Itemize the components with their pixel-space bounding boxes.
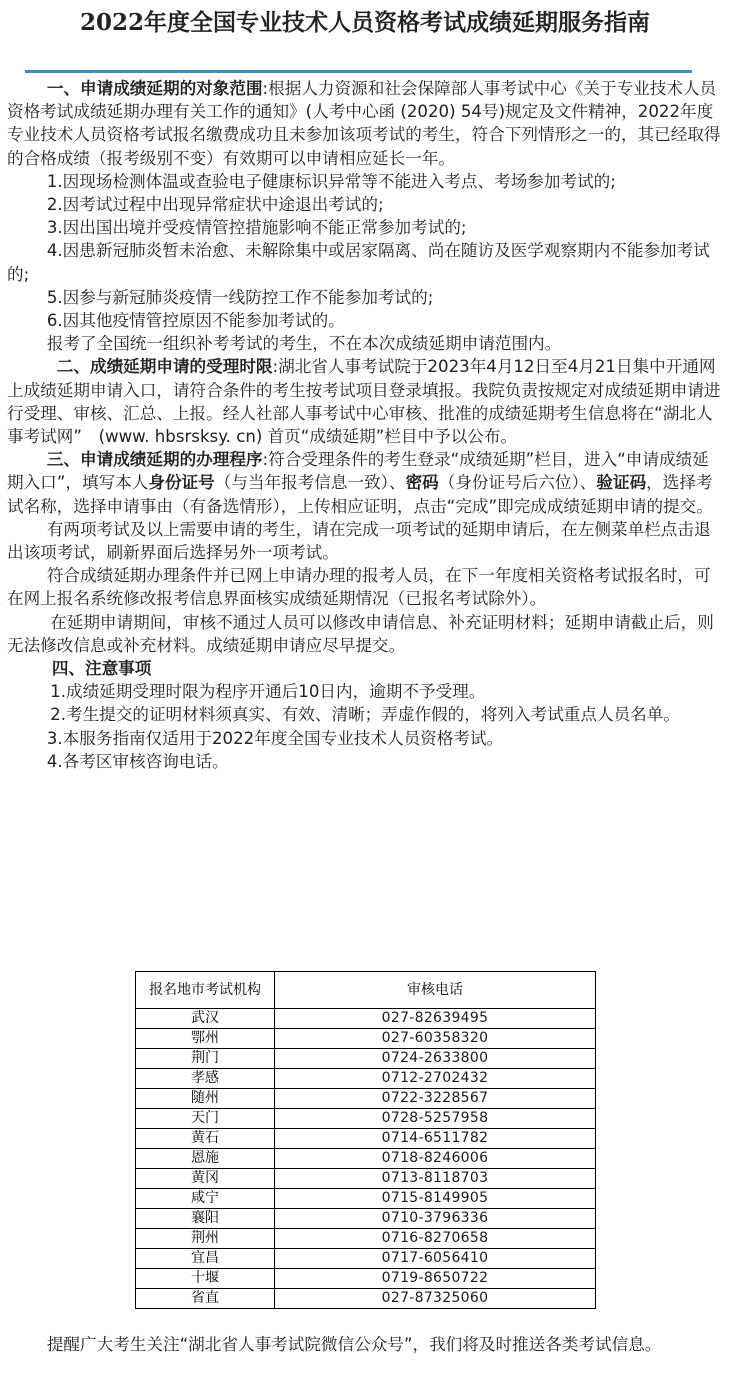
section1-paragraph xyxy=(7,77,725,170)
city-cell: 襄阳 xyxy=(136,1209,275,1229)
phone-cell: 0712-2702432 xyxy=(275,1069,596,1089)
section4-heading: 四、注意事项 xyxy=(51,659,152,679)
phone-cell: 0717-6056410 xyxy=(275,1249,596,1269)
table-row xyxy=(136,1129,596,1149)
phone-cell: 0710-3796336 xyxy=(275,1209,596,1229)
section3-paragraph xyxy=(7,448,725,518)
phone-cell: 0714-6511782 xyxy=(275,1129,596,1149)
city-cell: 省直 xyxy=(136,1289,275,1309)
phone-cell: 0715-8149905 xyxy=(275,1189,596,1209)
section3-body-2: （与当年报考信息一致）、 xyxy=(214,473,406,493)
section4-item: 1.成绩延期受理时限为程序开通后10日内，逾期不予受理。 xyxy=(50,682,486,702)
table-row xyxy=(136,1049,596,1069)
bold-password: 密码 xyxy=(405,473,439,493)
table-row xyxy=(136,1289,596,1309)
city-cell: 黄石 xyxy=(136,1129,275,1149)
city-cell: 鄂州 xyxy=(136,1029,275,1049)
city-cell: 恩施 xyxy=(136,1149,275,1169)
section3-body-4: ，选择考试名称，选择申请事由（有备选情形），上传相应证明，点击“完成”即完成成绩延期申请的提交。 xyxy=(7,473,713,516)
table-row xyxy=(136,1109,596,1129)
section1-heading: 一、申请成绩延期的对象范围 xyxy=(46,79,263,98)
table-row xyxy=(136,1149,596,1169)
phone-cell: 0713-8118703 xyxy=(275,1169,596,1189)
city-cell: 荆州 xyxy=(136,1229,275,1249)
section3-body-1: :符合受理条件的考生登录“成绩延期”栏目，进入“申请成绩延期入口”，填写本人 xyxy=(7,450,709,493)
city-cell: 天门 xyxy=(136,1109,275,1129)
table-row xyxy=(136,1089,596,1109)
table-row xyxy=(136,1029,596,1049)
section3-paragraph-3: 符合成绩延期办理条件并已网上申请办理的报考人员，在下一年度相关资格考试报名时，可在网上报名系统修改报考信息界面核实成绩延期情况（已报名考试除外）。 xyxy=(7,566,711,609)
phone-cell: 0722-3228567 xyxy=(275,1089,596,1109)
section1-item: 2.因考试过程中出现异常症状中途退出考试的; xyxy=(46,195,384,215)
city-cell: 黄冈 xyxy=(136,1169,275,1189)
bold-captcha: 验证码 xyxy=(596,473,647,493)
city-cell: 随州 xyxy=(136,1089,275,1109)
section1-body: :根据人力资源和社会保障部人事考试中心《关于专业技术人员资格考试成绩延期办理有关工作的通知》(人考中心函 (2020) 54号)规定及文件精神，2022年度专业技术人员资格考试报名缴费成功且未参加该项考试的考生，符合下列情形之一的，其已经取得的合格成绩（报考级别不变）有效期可以申请相应延长一年。 xyxy=(7,79,721,168)
section2-body: :湖北省人事考试院于2023年4月12日至4月21日集中开通网上成绩延期申请入口，请符合条件的考生按考试项目登录填报。我院负责按规定对成绩延期申请进行受理、审核、汇总、上报。经人社部人事考试中心审核、批准的成绩延期考生信息将在“湖北人事考试网” (www. hbsrsksy. cn) 首页“成绩延期”栏目中予以公布。 xyxy=(7,357,721,447)
section2-paragraph xyxy=(7,355,725,448)
bold-id-number: 身份证号 xyxy=(148,473,215,493)
section4-item: 3.本服务指南仅适用于2022年度全国专业技术人员资格考试。 xyxy=(46,728,504,748)
table-row xyxy=(136,1009,596,1029)
page-title: 2022年度全国专业技术人员资格考试成绩延期服务指南 xyxy=(79,9,650,36)
table-row xyxy=(136,1189,596,1209)
article-body xyxy=(7,77,725,773)
phone-cell: 027-60358320 xyxy=(275,1029,596,1049)
section2-heading: 二、成绩延期申请的受理时限 xyxy=(56,357,273,377)
column-header-phone: 审核电话 xyxy=(275,972,596,1009)
section4-item: 2.考生提交的证明材料须真实、有效、清晰；弄虚作假的，将列入考试重点人员名单。 xyxy=(50,705,680,725)
city-cell: 咸宁 xyxy=(136,1189,275,1209)
footer-reminder: 提醒广大考生关注“湖北省人事考试院微信公众号”，我们将及时推送各类考试信息。 xyxy=(46,1335,662,1354)
phone-table xyxy=(135,971,596,1309)
table-row xyxy=(136,1209,596,1229)
section1-note: 报考了全国统一组织补考考试的考生，不在本次成绩延期申请范围内。 xyxy=(46,334,562,354)
section4-item: 4.各考区审核咨询电话。 xyxy=(46,751,229,771)
city-cell: 宜昌 xyxy=(136,1249,275,1269)
section1-item: 4.因患新冠肺炎暂未治愈、未解除集中或居家隔离、尚在随访及医学观察期内不能参加考试的; xyxy=(7,241,710,284)
section1-item: 5.因参与新冠肺炎疫情一线防控工作不能参加考试的; xyxy=(46,287,434,307)
section3-body-3: （身份证号后六位）、 xyxy=(438,473,597,493)
phone-cell: 0728-5257958 xyxy=(275,1109,596,1129)
phone-cell: 0716-8270658 xyxy=(275,1229,596,1249)
title-divider xyxy=(25,70,692,73)
section3-paragraph-2: 有两项考试及以上需要申请的考生，请在完成一项考试的延期申请后，在左侧菜单栏点击退出该项考试，刷新界面后选择另外一项考试。 xyxy=(7,519,711,563)
phone-cell: 027-87325060 xyxy=(275,1289,596,1309)
table-row xyxy=(136,1169,596,1189)
section1-item: 3.因出国出境并受疫情管控措施影响不能正常参加考试的; xyxy=(46,218,467,238)
table-row xyxy=(136,1269,596,1289)
city-cell: 荆门 xyxy=(136,1049,275,1069)
city-cell: 孝感 xyxy=(136,1069,275,1089)
phone-cell: 027-82639495 xyxy=(275,1009,596,1029)
table-row xyxy=(136,1249,596,1269)
table-row xyxy=(136,1069,596,1089)
table-header-row xyxy=(136,972,596,1009)
section3-paragraph-4: 在延期申请期间，审核不通过人员可以修改申请信息、补充证明材料；延期申请截止后，则无法修改信息或补充材料。成绩延期申请应尽早提交。 xyxy=(7,612,714,655)
section1-item: 1.因现场检测体温或查验电子健康标识异常等不能进入考点、考场参加考试的; xyxy=(46,171,616,191)
section1-item: 6.因其他疫情管控原因不能参加考试的。 xyxy=(46,311,345,331)
section3-heading: 三、申请成绩延期的办理程序 xyxy=(46,450,263,470)
city-cell: 武汉 xyxy=(136,1009,275,1029)
phone-cell: 0724-2633800 xyxy=(275,1049,596,1069)
column-header-city: 报名地市考试机构 xyxy=(136,972,275,1009)
city-cell: 十堰 xyxy=(136,1269,275,1289)
phone-cell: 0719-8650722 xyxy=(275,1269,596,1289)
table-row xyxy=(136,1229,596,1249)
phone-cell: 0718-8246006 xyxy=(275,1149,596,1169)
